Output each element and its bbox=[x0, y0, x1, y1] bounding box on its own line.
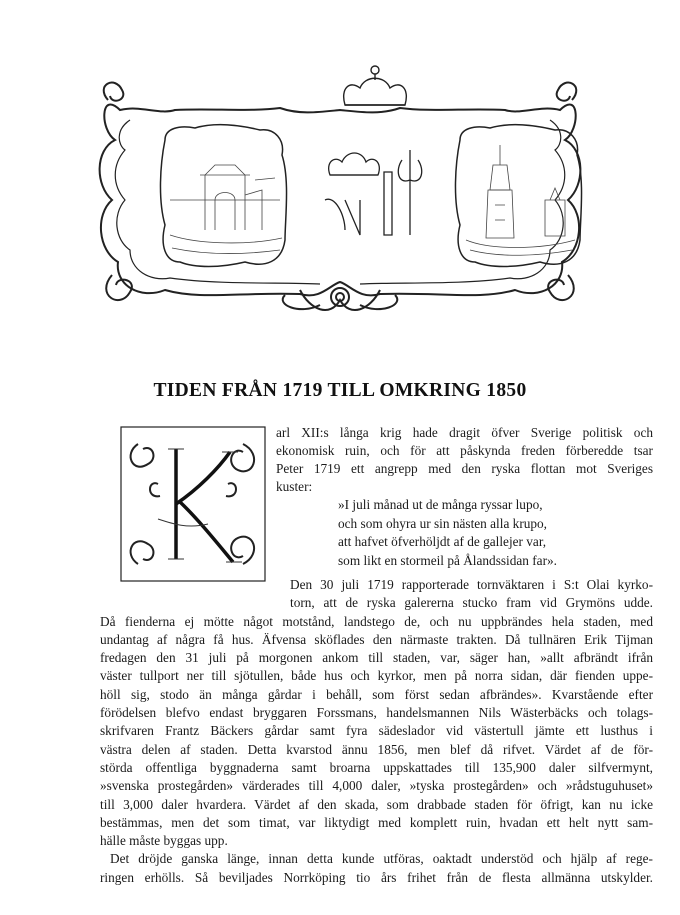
body-line: störda offentliga byggnaderna samt broarna uppskattades till 135,900 daler silfvermynt, bbox=[100, 759, 653, 775]
body-line: förödelsen blefvo endast bryggaren Forssmans, handelsmannen Nils Wästerbäcks och tolags- bbox=[100, 705, 653, 721]
opening-line: ekonomisk ruin, och för att påskynda freden förberedde tsar bbox=[276, 443, 653, 458]
dropcap-k-illustration bbox=[118, 424, 268, 584]
body-line: Då fienderna ej mötte något motstånd, landstego de, och nu uppbrändes hela staden, med bbox=[100, 613, 653, 629]
body-line: västra delen af staden. Detta kvarstod ännu 1856, men blef då rifvet. Värdet af de för- bbox=[100, 741, 653, 757]
chapter-title: TIDEN FRÅN 1719 TILL OMKRING 1850 bbox=[153, 380, 527, 401]
body-line: undantag af några få hus. Äfvensa sköflades den närmaste trakten. Då tullnären Erik Tijman bbox=[100, 631, 653, 647]
opening-line: kuster: bbox=[276, 479, 313, 494]
body-line: väster tullport ner till sjötullen, både hus och kyrkor, men på norra sidan, där fienden uppe- bbox=[100, 668, 653, 684]
body-line: ringen erhölls. Så beviljades Norrköping tio års frihet från de flesta allmänna utskylder. bbox=[100, 869, 653, 885]
poem-line: och som ohyra ur sin nästen alla krupo, bbox=[338, 515, 548, 531]
body-line: Det dröjde ganska länge, innan detta kunde utföras, oaktadt understöd och hjälp af rege- bbox=[110, 851, 653, 867]
body-line: hälle måste byggas upp. bbox=[100, 833, 228, 849]
body-line: fredagen den 31 juli på morgonen ankom till staden, var, säger han, »allt afbrändt ifrån bbox=[100, 650, 653, 666]
body-line: bestämmas, men det som timat, var liktydigt med komplett ruin, hvadan ett helt nytt sam- bbox=[100, 814, 653, 830]
body-line: skrifvaren Frantz Bäckers gårdar samt fyra sädeslador vid västertull jämte ett lusthus i bbox=[100, 723, 653, 739]
opening-paragraph bbox=[276, 424, 653, 496]
body-text bbox=[100, 576, 653, 887]
body-line: »svenska prostegården» värderades till 4,000 daler, »tyska prostegården» och »rådstuguhuset» bbox=[100, 778, 653, 794]
body-line: torn, att de ryska galererna stucko fram vid Grymöns udde. bbox=[290, 595, 653, 611]
body-line: höll sig, stodo än många gårdar i behåll, som först sedan afbrändes». Kvarstående efter bbox=[100, 686, 653, 702]
body-line: till 3,000 daler hvardera. Värdet af den skada, som drabbade staden för öfrigt, kan nu icke bbox=[100, 796, 653, 812]
poem-line: »I juli månad ut de många ryssar lupo, bbox=[338, 497, 543, 512]
poem-line: som likt en stormeil på Ålandssidan far». bbox=[338, 552, 557, 568]
poem-quote bbox=[338, 496, 638, 570]
body-line: Den 30 juli 1719 rapporterade tornväktaren i S:t Olai kyrko- bbox=[290, 577, 653, 592]
opening-line: arl XII:s långa krig hade dragit öfver Sverige politisk och bbox=[276, 425, 653, 440]
opening-line: Peter 1719 ett angrepp med den ryska flottan mot Sveriges bbox=[276, 461, 653, 476]
ornamental-header-illustration bbox=[0, 0, 680, 350]
poem-line: att hafvet öfverhöljdt af de gallejer var, bbox=[338, 534, 547, 549]
